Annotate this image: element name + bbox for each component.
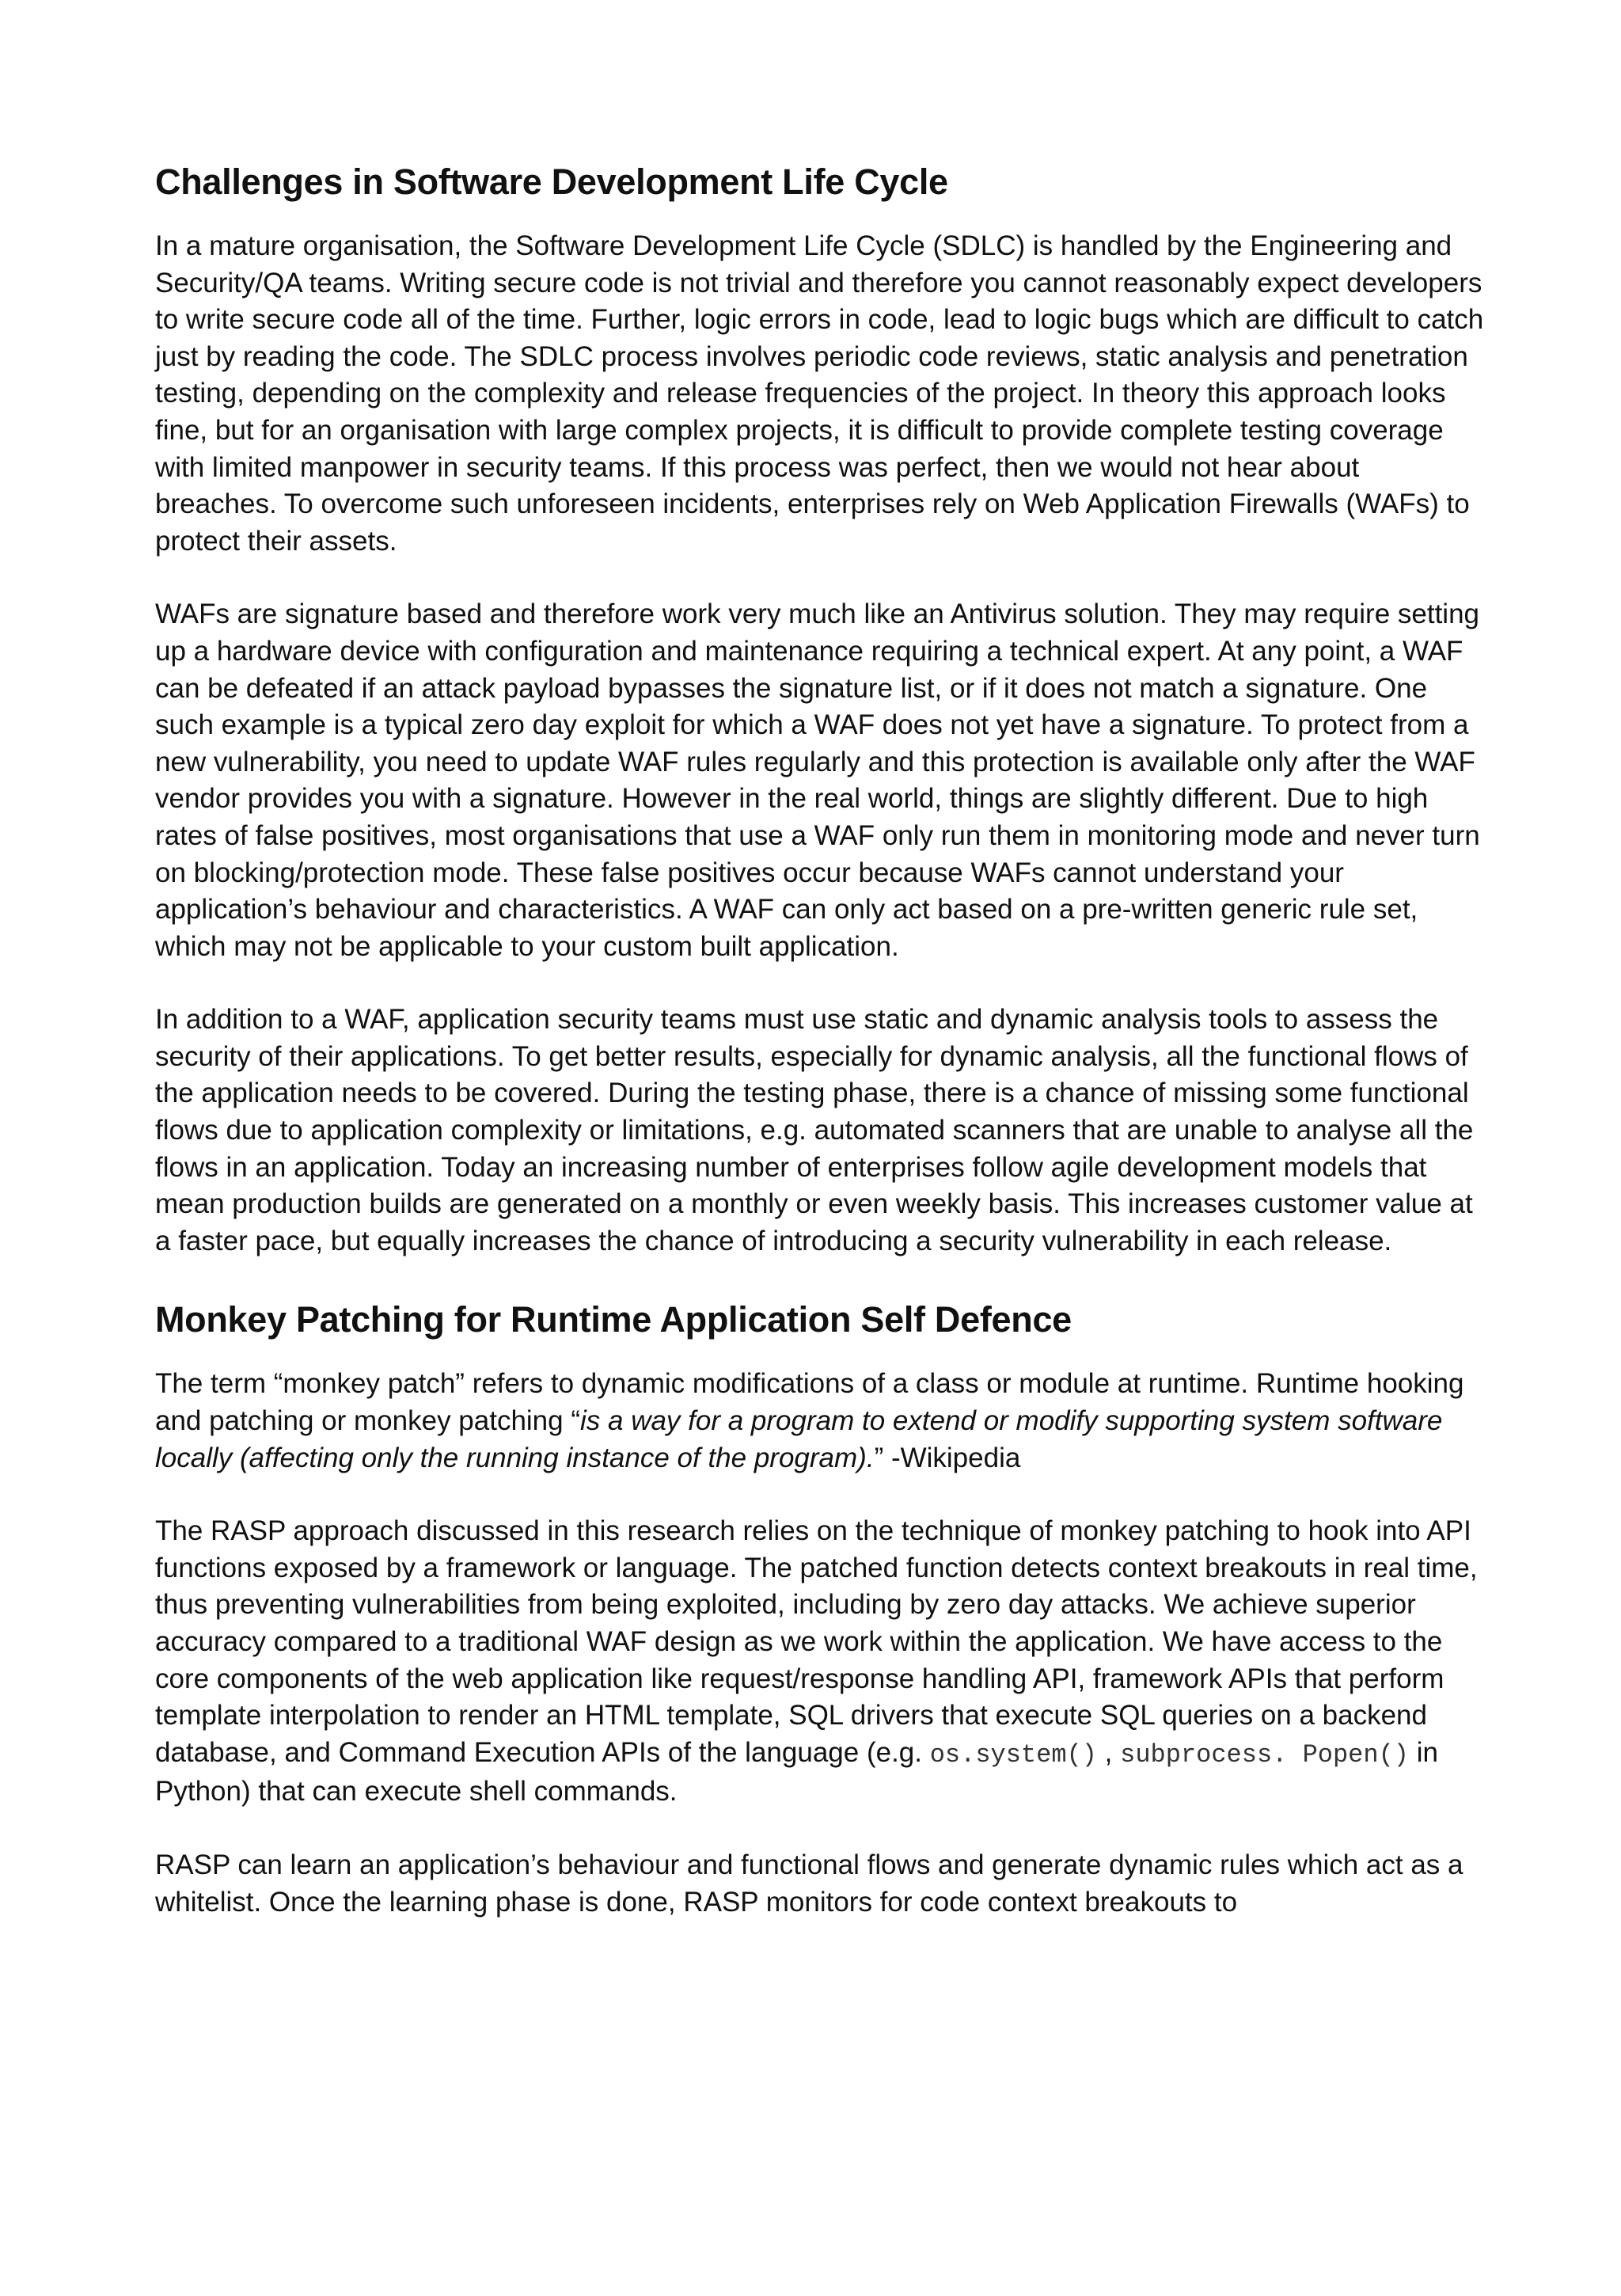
code-separator: ,: [1096, 1736, 1121, 1768]
code-subprocess-popen: subprocess. Popen(): [1120, 1739, 1409, 1770]
paragraph-analysis-tools: In addition to a WAF, application security teams must use static and dynamic analysis tools to assess the security of their applications. To get better results, especially for dynamic analysis, all the functional flows of the application needs to be covered. During the testing phase, there is a chance of missing some functional flows due to application complexity or limitations, e.g. automated scanners that are unable to analyse all the flows in an application. Today an increasing number of enterprises follow agile development models that mean production builds are generated on a monthly or even weekly basis. This increases customer value at a faster pace, but equally increases the chance of introducing a security vulnerability in each release.: [155, 1004, 1474, 1256]
section-heading-sdlc: Challenges in Software Development Life Cycle: [155, 162, 948, 202]
wikipedia-quote: is a way for a program to extend or modify supporting system software locally (affecting only the running instance of the program).: [155, 1405, 1443, 1473]
section-heading-monkey-patching: Monkey Patching for Runtime Application Self Defence: [155, 1299, 1072, 1340]
definition-lead-text: The term “monkey patch” refers to dynamic modifications of a class or module at runtime. Runtime hooking and patching or monkey patching “: [155, 1368, 1464, 1437]
paragraph-rasp-learning: RASP can learn an application’s behaviour and functional flows and generate dynamic rules which act as a whitelist. Once the learning phase is done, RASP monitors for code context breakouts to: [155, 1849, 1463, 1918]
definition-attribution: ” -Wikipedia: [874, 1442, 1021, 1473]
document-page: [155, 158, 1485, 1921]
rasp-approach-tail: in Python) that can execute shell commands.: [155, 1736, 1438, 1808]
paragraph-waf-signatures: WAFs are signature based and therefore work very much like an Antivirus solution. They may require setting up a hardware device with configuration and maintenance requiring a technical expert. At any point, a WAF can be defeated if an attack payload bypasses the signature list, or if it does not match a signature. One such example is a typical zero day exploit for which a WAF does not yet have a signature. To protect from a new vulnerability, you need to update WAF rules regularly and this protection is available only after the WAF vendor provides you with a signature. However in the real world, things are slightly different. Due to high rates of false positives, most organisations that use a WAF only run them in monitoring mode and never turn on blocking/protection mode. These false positives occur because WAFs cannot understand your application’s behaviour and characteristics. A WAF can only act based on a pre-written generic rule set, which may not be applicable to your custom built application.: [155, 599, 1480, 962]
rasp-approach-text: The RASP approach discussed in this research relies on the technique of monkey patching to hook into API functions exposed by a framework or language. The patched function detects context breakouts in real time, thus preventing vulnerabilities from being exploited, including by zero day attacks. We achieve superior accuracy compared to a traditional WAF design as we work within the application. We have access to the core components of the web application like request/response handling API, framework APIs that perform template interpolation to render an HTML template, SQL drivers that execute SQL queries on a backend database, and Command Execution APIs of the language (e.g.: [155, 1515, 1478, 1768]
code-os-system: os.system(): [929, 1739, 1097, 1770]
paragraph-rasp-approach: [155, 1513, 1485, 1811]
paragraph-sdlc-intro: In a mature organisation, the Software Development Life Cycle (SDLC) is handled by the Engineering and Security/QA teams. Writing secure code is not trivial and therefore you cannot reasonably expect developers to write secure code all of the time. Further, logic errors in code, lead to logic bugs which are difficult to catch just by reading the code. The SDLC process involves periodic code reviews, static analysis and penetration testing, depending on the complexity and release frequencies of the project. In theory this approach looks fine, but for an organisation with large complex projects, it is difficult to provide complete testing coverage with limited manpower in security teams. If this process was perfect, then we would not hear about breaches. To overcome such unforeseen incidents, enterprises rely on Web Application Firewalls (WAFs) to protect their assets.: [155, 230, 1484, 557]
paragraph-monkey-patch-definition: [155, 1366, 1485, 1477]
